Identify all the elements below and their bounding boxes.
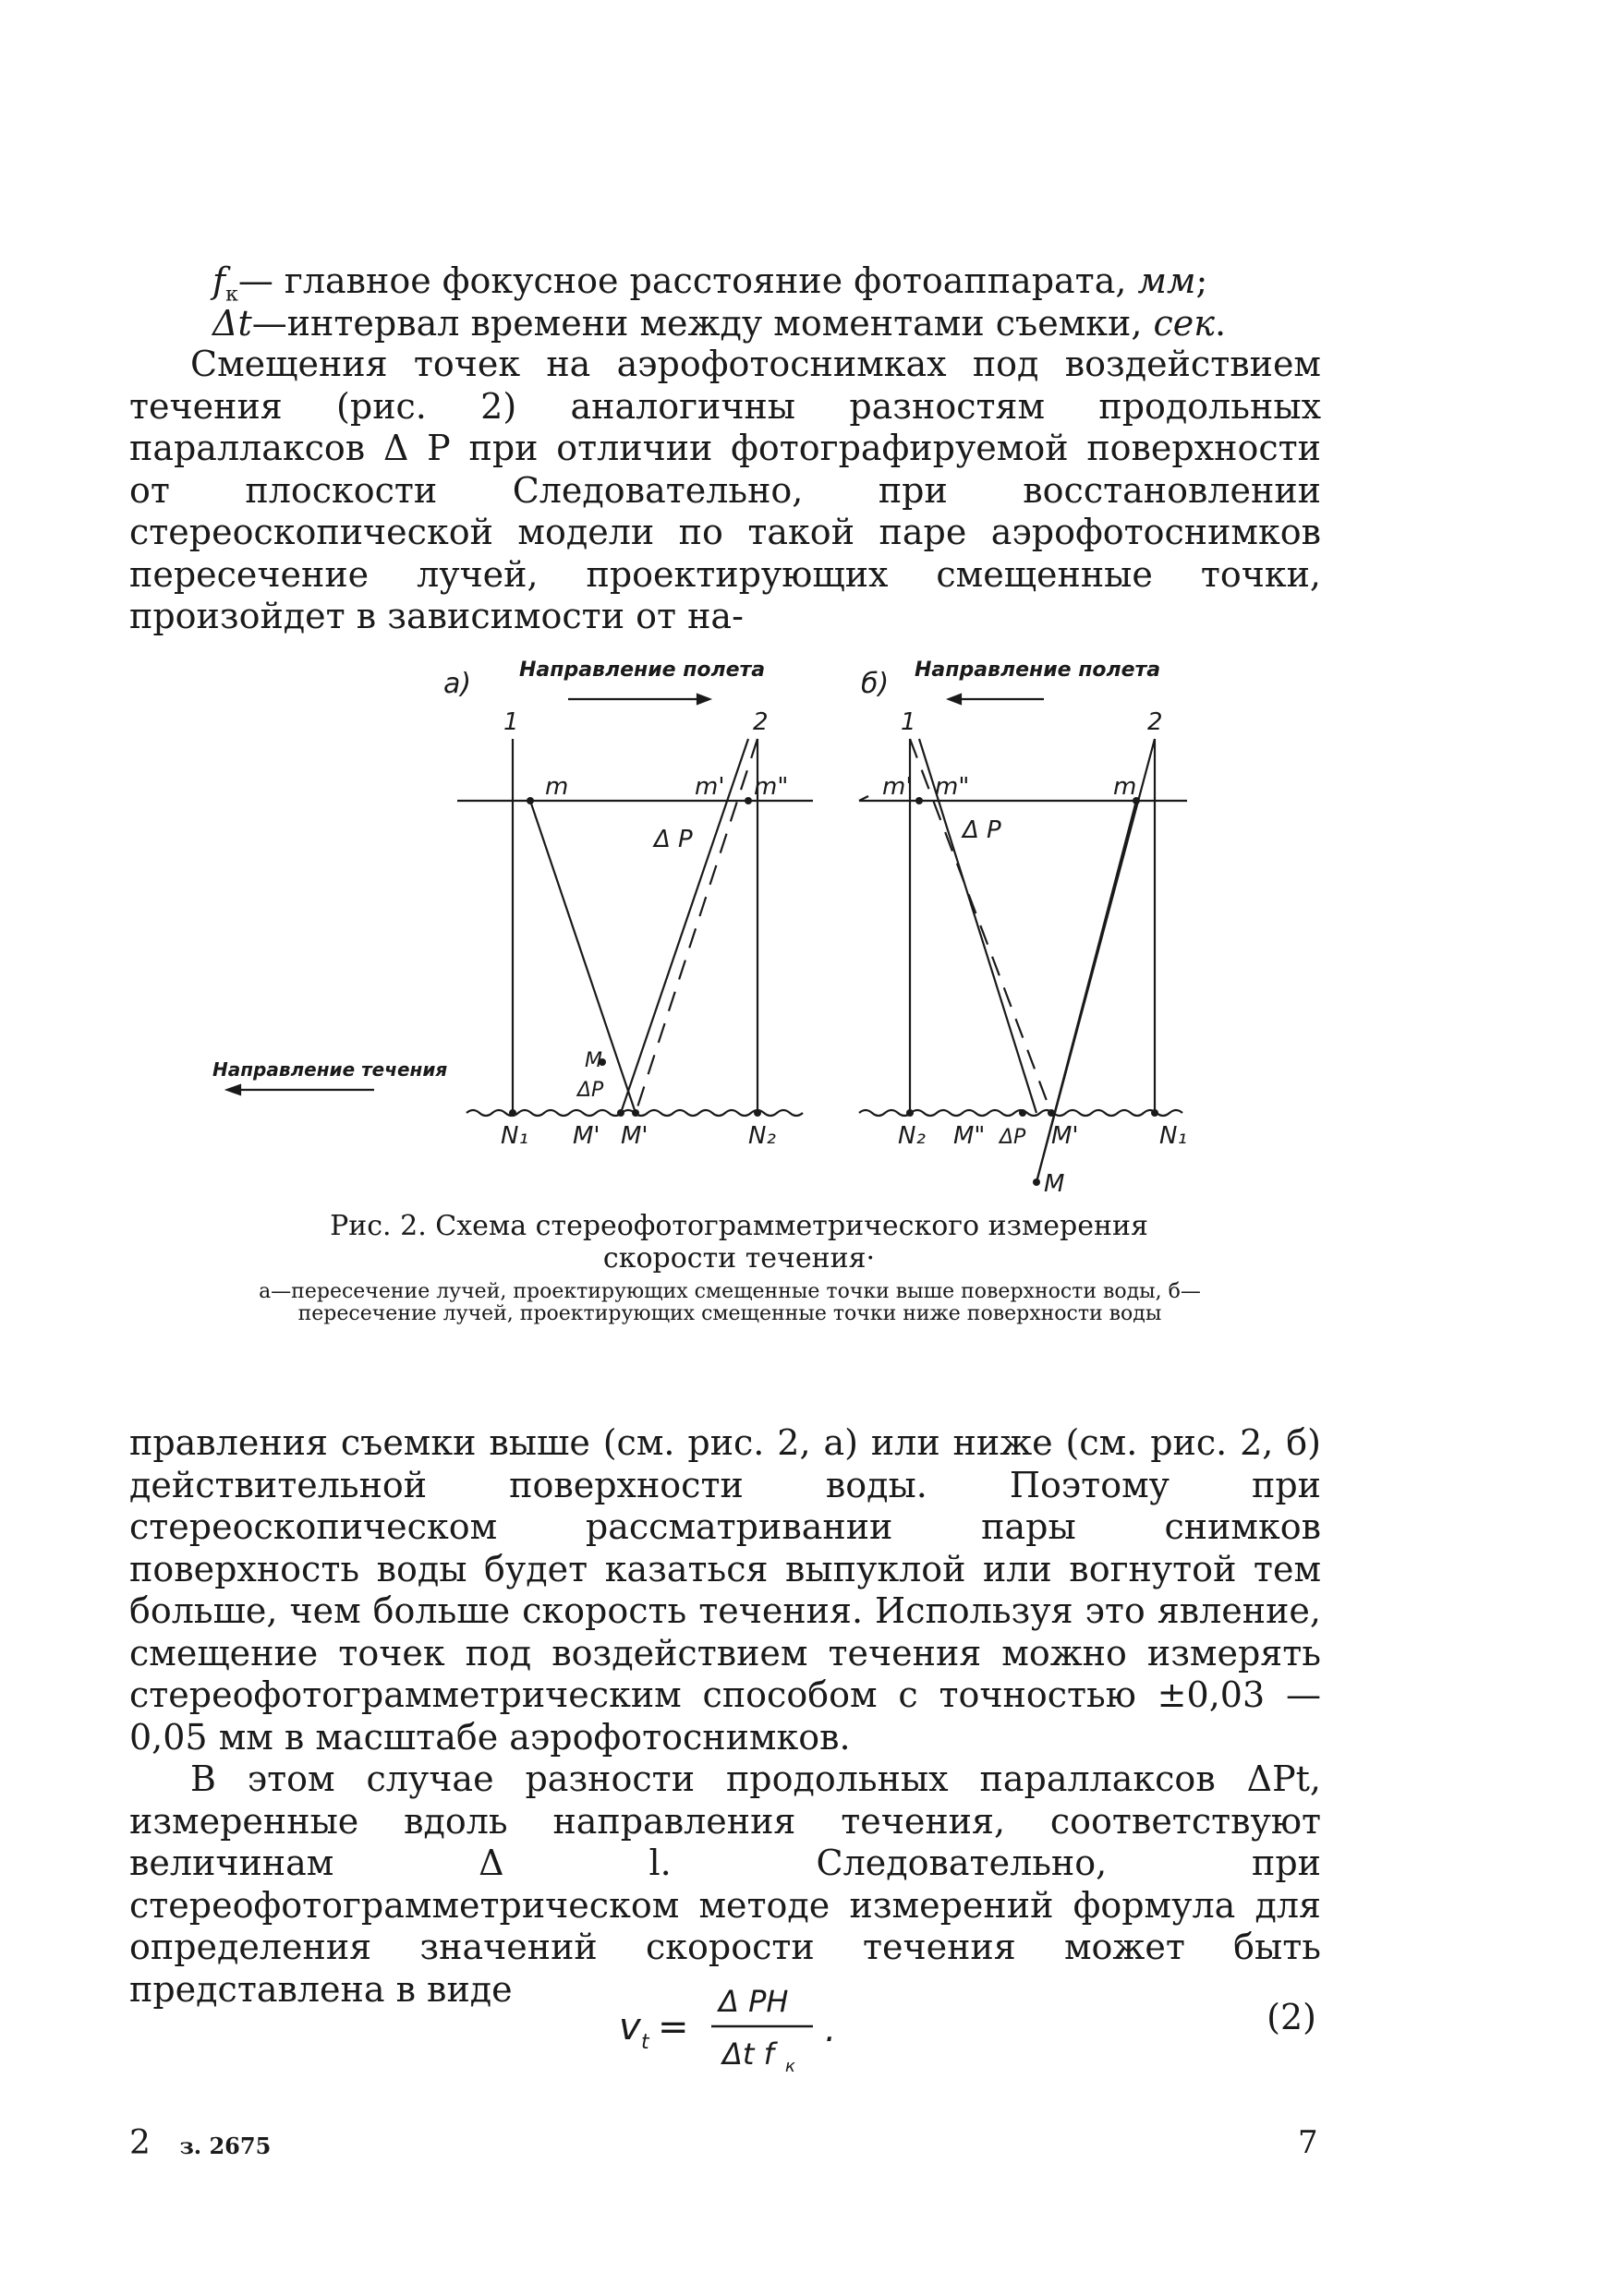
glossary-symbol: Δt [212,303,252,344]
label-letter-b: б) [861,668,890,700]
label-N2-b: N₂ [898,1122,926,1150]
formula-lhs: v [619,2006,641,2048]
label-mprime-b: m' [882,773,913,801]
point-m1-b [915,797,923,804]
ray-mprime-a [621,739,748,1113]
point-m2-a [745,797,752,804]
footer-signature [129,2124,271,2162]
label-M-a: M [585,1049,602,1072]
formula-numerator: Δ PH [719,1984,789,2019]
label-m-b: m [1113,773,1137,801]
flight-arrowhead-a [697,695,709,704]
label-c2-b: 2 [1147,708,1163,736]
point-M-b [1033,1178,1040,1186]
label-c2-a: 2 [753,708,769,736]
label-Mdp-b: M" [953,1122,986,1150]
label-letter-a: а) [443,668,472,700]
formula-lhs-sub: t [641,2031,649,2054]
formula-number: (2) [1267,1997,1316,2037]
formula-2 [0,1958,1612,2087]
label-Mp2-a: M' [621,1122,648,1150]
point-Mp-b [1048,1109,1055,1117]
formula-equals: = [658,2006,689,2048]
label-dp-lower-b: ΔP [1000,1126,1026,1149]
label-mdprime-b: m" [935,773,970,801]
formula-denominator-sub: к [785,2057,795,2076]
point-N1-a [509,1109,516,1117]
point-Mprime-a [617,1109,624,1117]
glossary-symbol: f [212,260,226,301]
label-dp-lower-a: ΔP [577,1079,604,1102]
label-flight-a: Направление полета [519,659,766,682]
glossary-line-interval: Δt—интервал времени между моментами съемки, сек. [212,303,1227,344]
paragraph-2: правления съемки выше (см. рис. 2, а) или ниже (см. рис. 2, б) действительной поверхности воды. Поэтому при стереоскопическом рассматривании пары снимков поверхность воды будет казаться выпуклой или вогнутой тем больше, чем больше скорость течения. Используя это явление, смещение точек под воздействием течения можно измерять стереофотограмметрическим способом с точностью ±0,03 — 0,05 мм в масштабе аэрофотоснимков. [129,1422,1321,1758]
point-Mprime2-a [632,1109,639,1117]
label-mprime-a: m' [695,773,725,801]
paragraph-3: В этом случае разности продольных параллаксов ΔPt, измеренные вдоль направления течения, соответствуют величинам Δ l. Следовательно, при стереофотограмметрическом методе измерений формула для определения значений скорости течения может быть представлена в виде [129,1758,1321,2010]
label-N1-a: N₁ [501,1122,528,1150]
label-m-a: m [545,773,569,801]
ray-dashed-b [910,739,1051,1113]
label-c1-b: 1 [901,708,916,736]
point-m-a [527,797,534,804]
flow-arrowhead [227,1085,240,1094]
label-M-b: M [1044,1170,1065,1198]
paragraph-1: Смещения точек на аэрофотоснимках под воздействием течения (рис. 2) аналогичны разностям продольных параллаксов Δ P при отличии фотографируемой поверхности от плоскости Следовательно, при восстановлении стереоскопической модели по такой паре аэрофотоснимков пересечение лучей, проектирующих смещенные точки, произойдет в зависимости от на- [129,344,1321,636]
label-mdprime-a: m" [754,773,789,801]
signature-number: 2 [129,2124,151,2162]
label-c1-a: 1 [503,708,519,736]
point-N1-b [1151,1109,1158,1117]
ray-m-a [530,801,636,1113]
label-Mp-b: M' [1051,1122,1079,1150]
formula-denominator: Δt f [722,2036,774,2072]
point-Mdp-b [1019,1109,1026,1117]
formula-tail: . [825,2009,837,2049]
point-N2-b [906,1109,914,1117]
figure-2-diagram [203,637,1229,1201]
point-N2-a [754,1109,761,1117]
figure-caption-description: а—пересечение лучей, проектирующих смещенные точки выше поверхности воды, б—пересечение лучей, проектирующих смещенные точки ниже поверхности воды [259,1280,1201,1325]
label-dp-upper-a: Δ P [654,826,693,853]
label-Mp1-a: M' [573,1122,600,1150]
page-number: 7 [1298,2124,1318,2161]
figure-caption-title: Рис. 2. Схема стереофотограмметрического измерения скорости течения· [330,1210,1148,1275]
label-N2-a: N₂ [748,1122,776,1150]
order-number: з. 2675 [179,2133,272,2159]
label-flight-b: Направление полета [915,659,1161,682]
flight-arrowhead-b [949,695,961,704]
label-N1-b: N₁ [1159,1122,1187,1150]
label-flow: Направление течения [212,1058,448,1081]
label-dp-upper-b: Δ P [963,816,1001,844]
glossary-line-focal: $f_к—$ главное фокусное расстояние фотоаппарата, мм; [212,260,1208,307]
